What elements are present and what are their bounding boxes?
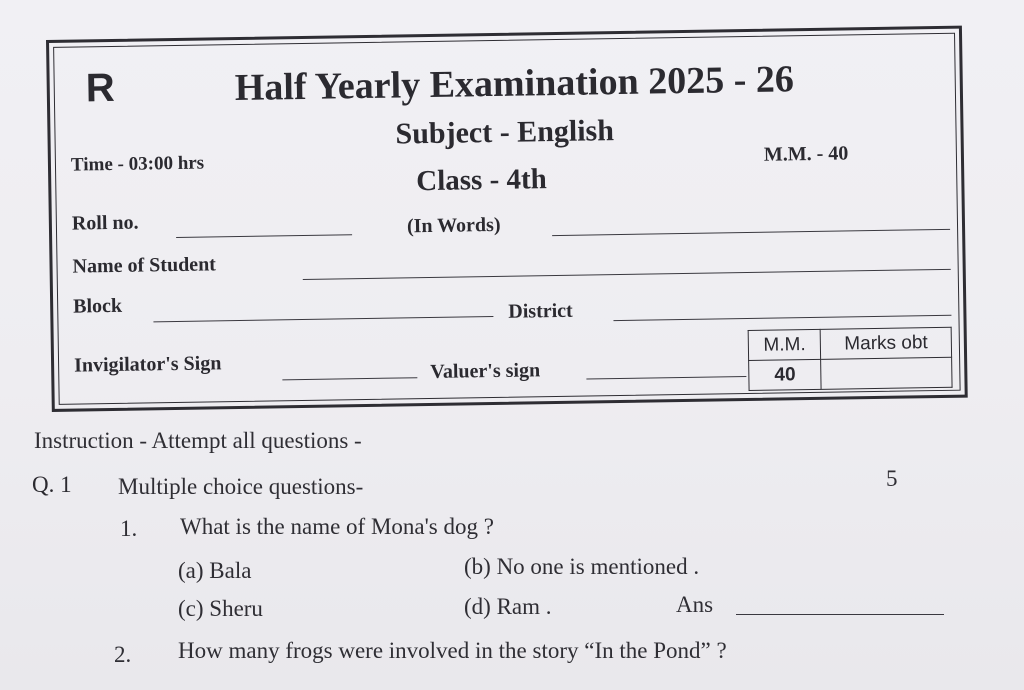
- question-marks: 5: [886, 466, 898, 491]
- marks-table: [748, 327, 953, 391]
- item-question-text: How many frogs were involved in the story “In the Pond” ?: [178, 638, 727, 663]
- block-label: Block: [73, 294, 123, 318]
- marks-table-mm-value: 40: [749, 359, 822, 390]
- instruction-text: Instruction - Attempt all questions -: [34, 428, 362, 453]
- roll-no-label: Roll no.: [71, 211, 139, 235]
- answer-field[interactable]: [736, 614, 944, 615]
- valuer-sign-label: Valuer's sign: [430, 359, 541, 384]
- exam-title: Half Yearly Examination 2025 - 26: [234, 58, 795, 110]
- option-c: (c) Sheru: [178, 596, 263, 621]
- marks-table-mm-header: M.M.: [748, 329, 821, 360]
- item-number: 2.: [114, 642, 132, 667]
- district-label: District: [508, 299, 573, 323]
- question-title: Multiple choice questions-: [118, 474, 364, 499]
- student-name-label: Name of Student: [72, 253, 217, 278]
- in-words-label: (In Words): [406, 213, 501, 238]
- option-d: (d) Ram .: [464, 594, 552, 619]
- answer-label: Ans: [676, 592, 714, 617]
- class-label: Class - 4th: [416, 163, 548, 198]
- max-marks: M.M. - 40: [763, 142, 849, 166]
- subject-label: Subject - English: [395, 114, 615, 151]
- option-a: (a) Bala: [178, 558, 252, 583]
- exam-duration: Time - 03:00 hrs: [70, 152, 205, 176]
- series-code: R: [85, 65, 115, 111]
- exam-header-box: [46, 26, 968, 412]
- option-b: (b) No one is mentioned .: [464, 554, 700, 579]
- item-number: 1.: [120, 516, 138, 541]
- item-question-text: What is the name of Mona's dog ?: [180, 514, 494, 539]
- invigilator-sign-label: Invigilator's Sign: [73, 352, 222, 377]
- question-number: Q. 1: [32, 472, 72, 497]
- marks-table-obt-header: Marks obt: [821, 327, 952, 359]
- marks-obtained-cell[interactable]: [821, 357, 952, 389]
